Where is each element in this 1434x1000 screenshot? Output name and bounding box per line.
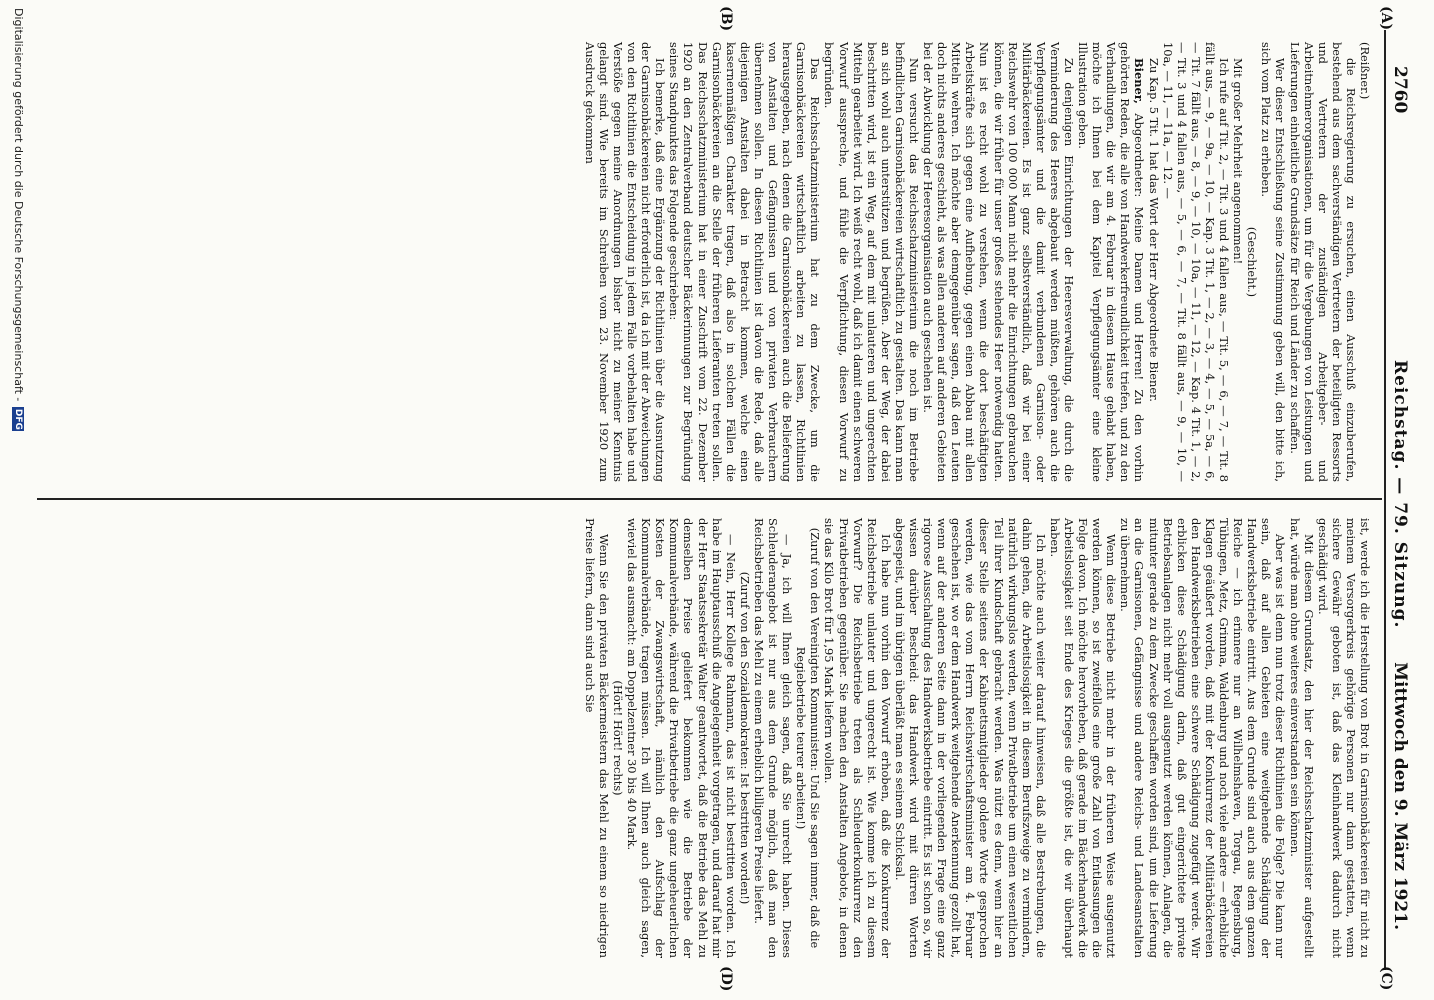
paragraph: — Nein, Herr Kollege Rahmann, das ist nicht bestritten worden. Ich habe im Hauptausschuß die Angelegenheit vorgetragen, und darauf hat mir der Herr Staatssekretär Walter geantwortet, daß die Betriebe das Mehl zu demselben Preise geliefert bekommen wie die Betriebe der Kommunalverbände, während die Privatbetriebe die ganz ungeheuerlichen Kosten der Zwangswirtschaft, nämlich den Aufschlag der Kommunalverbände, tragen müssen. Ich will Ihnen auch gleich sagen, wieviel das ausmacht: am Doppelzentner 30 bis 40 Mark. xyxy=(625,518,738,958)
margin-mark-d: (D) xyxy=(718,966,734,992)
paragraph: Wenn diese Betriebe nicht mehr in der früheren Weise ausgenutzt werden können, so ist zweifellos eine große Zahl von Entlassungen die Folge davon. Ich möchte hervorheben, daß gerade im Bäckerhandwerk die Arbeitslosigkeit seit Ende des Krieges die größte ist, die wir überhaupt haben. xyxy=(1047,518,1119,958)
digitization-footer xyxy=(6,0,28,1000)
paragraph: Wenn Sie den privaten Bäckermeistern das Mehl zu einem so niedrigen Preise liefern, dann sind auch Sie xyxy=(582,518,611,958)
paragraph: Mit diesem Grundsatz, den hier der Reichsschatzminister aufgestellt hat, würde man ohne weiteres einverstanden sein können. xyxy=(1287,518,1316,958)
speech-opening xyxy=(1076,42,1146,482)
quoted-paragraph: Ich bemerke, daß eine Ergänzung der Richtlinien über die Ausnutzung der Garnisonbäckereien nicht erforderlich ist, da ich mit der Abweichungen von den Richtlinien die Entscheidung in jedem Falle vorbehalten habe und Verstöße gegen meine Anordnungen bisher nicht zu meiner Kenntnis gelangt sind. Wie bereits im Schreiben vom 23. November 1920 zum Ausdruck gekommen xyxy=(582,42,668,482)
speaker-continuation: (Reißner.) xyxy=(1358,42,1372,100)
interjection: (Hört! Hört! rechts) xyxy=(611,680,626,796)
paragraph: die Reichsregierung zu ersuchen, einen Ausschuß einzuberufen, bestehend aus dem sachverständigen Vertretern der beteiligten Ressorts und Vertretern der zuständigen Arbeitgeber- und Arbeitnehmerorganisationen, um für die Vergebungen von Leistungen und Lieferungen einheitliche Grundsätze für Reich und Länder zu schaffen. xyxy=(1287,42,1358,482)
speaker-name: Biener, xyxy=(1132,58,1147,104)
paragraph: Wer dieser Entschließung seine Zustimmung geben will, den bitte ich, sich vom Platz zu erheben. xyxy=(1259,42,1288,482)
paragraph: Das Reichsschatzministerium hat zu dem Zwecke, um die Garnisonbäckereien wirtschaftlich arbeiten zu lassen, Richtlinien herausgegeben, nach denen die Garnisonbäckereien auch die Belieferung von Anstalten und Gefängnissen und von privaten Verbrauchern übernehmen sollen. In diesen Richtlinien ist davon die Rede, daß alle diejenigen Anstalten dabei in Betracht kommen, welche einen kasernenmäßigen Charakter tragen, daß also in solchen Fällen die Garnisonbäckereien an die Stelle der früheren Lieferanten treten sollen. Das Reichsschatzministerium hat in einer Zuschrift vom 22. Dezember 1920 an den Zentralverband deutscher Bäckerinnungen zur Begründung seines Standpunktes das Folgende geschrieben: xyxy=(667,42,823,482)
page-header xyxy=(1384,30,1412,970)
margin-mark-b: (B) xyxy=(718,6,734,32)
paragraph: — Ja, ich will Ihnen gleich sagen, daß Sie unrecht haben. Dieses Schleuderangebot ist nur aus dem Grunde möglich, daß man den Reichsbetrieben das Mehl zu einem erheblich billigeren Preise liefert. xyxy=(751,518,795,958)
speech-text: Abgeordneter: Meine Damen und Herren! Zu den vorhin gehörten Reden, die alle von Handwerkerfreundlichkeit triefen, und zu den Verhandlungen, die wir am 4. Februar in diesem Hause gehabt haben, möchte ich Ihnen bei dem Kapitel Verpflegungsämter eine kleine Illustration geben. xyxy=(1076,42,1147,483)
interjection: (Zuruf von den Sozialdemokraten: Ist bestritten worden!) xyxy=(737,571,752,905)
paragraph: Aber was ist denn nun trotz dieser Richtlinien die Folge? Die kann nur sein, daß auf allen Gebieten eine weitgehende Schädigung der Handwerksbetriebe eintritt. Aus dem Grunde sind auch aus dem ganzen Reiche — ich erinnere nur an Wilhelmshaven, Torgau, Regensburg, Tübingen, Metz, Grimma, Waldenburg und noch viele andere — erhebliche Klagen geäußert worden, daß mit der Konkurrenz der Militärbäckereien den Handwerksbetrieben eine schwere Schädigung zugefügt werde. Wir erblicken diese Schädigung darin, daß gut eingerichtete private Betriebsanlagen nicht mehr voll ausgenutzt werden können, Anlagen, die mitunter gerade zu dem Zwecke geschaffen worden sind, um die Lieferung an die Garnisonen, Gefängnisse und andere Reichs- und Landesanstalten zu übernehmen. xyxy=(1118,518,1288,958)
paragraph: Zu denjenigen Einrichtungen der Heeresverwaltung, die durch die Verminderung des Heeres abgebaut werden müßten, gehören auch die Verpflegungsämter und die damit verbundenen Garnison- oder Militärbäckereien. Es ist ganz selbstverständlich, daß wir bei einer Reichswehr von 100 000 Mann nicht mehr die Einrichtungen gebrauchen können, die wir früher für unser großes stehendes Heer notwendig hatten. Nun ist es recht wohl zu verstehen, wenn die dort beschäftigten Arbeitskräfte sich gegen eine Aufhebung, gegen einen Abbau mit allen Mitteln wehren. Ich möchte aber demgegenüber sagen, daß den Leuten doch nichts anderes geschieht, als was allen anderen auf anderen Gebieten bei der Abwicklung der Heeresorganisation auch geschehen ist. xyxy=(921,42,1077,482)
margin-mark-c: (C) xyxy=(1378,966,1394,991)
right-column xyxy=(583,518,1372,958)
paragraph: Nun versucht das Reichsschatzministerium die noch im Betriebe befindlichen Garnisonbäckereien wirtschaftlich zu gestalten. Das kann man an sich wohl auch unterstützen und begrüßen. Aber der Weg, der dabei beschritten wird, ist ein Weg, auf dem mit unlauteren und ungerechten Mitteln gearbeitet wird. Ich weiß recht wohl, daß ich damit einen schweren Vorwurf ausspreche, und fühle die Verpflichtung, diesen Vorwurf zu begründen. xyxy=(822,42,921,482)
funding-credit: Digitalisierung gefördert durch die Deutsche Forschungsgemeinschaft -DFG xyxy=(12,8,25,430)
paragraph: Ich rufe auf Tit. 2, — Tit. 3 und 4 fallen aus, — Tit. 5, — 6, — 7, — Tit. 8 fällt aus, — 9, — 9a, — 10, — Kap. 3 Tit. 1, — 2, — 3, — 4, — 5, — 5a, — 6, — Tit. 7 fällt aus, — 8, — 9, — 10, — 10a, — 11, — 12, — Kap. 4 Tit. 1, — 2, — Tit. 3 und 4 fallen aus, — 5, — 6, — 7, — Tit. 8 fällt aus, — 9, — 10, — 10a, — 11, — 11a, — 12. — xyxy=(1160,42,1232,482)
paragraph: Ich möchte auch weiter darauf hinweisen, daß alle Bestrebungen, die dahin gehen, die Arbeitslosigkeit in diesem Berufszweige zu vermindern, natürlich wirkungslos werden, wenn Privatbetriebe um einen wesentlichen Teil ihrer Kundschaft gebracht werden. Was nützt es denn, wenn hier an dieser Stelle seitens der Kabinettsmitglieder goldene Worte gesprochen werden, wie das vom Herrn Reichswirtschaftsminister am 4. Februar geschehen ist, wo er dem Handwerk weitgehende Anerkennung gezollt hat, wenn auf der anderen Seite dann in der vorliegenden Frage eine ganz rigorose Ausschaltung des Handwerksbetriebe eintritt. Es ist schon so, wir wissen darüber Bescheid: das Handwerk wird mit dürren Worten abgespeist, und im übrigen überläßt man es seinem Schicksal. xyxy=(892,518,1048,958)
page-date: Mittwoch den 9. März 1921. xyxy=(1390,662,1410,930)
paragraph: Mit großer Mehrheit angenommen! xyxy=(1231,58,1246,265)
left-column xyxy=(583,42,1372,482)
margin-mark-a: (A) xyxy=(1378,6,1394,31)
paragraph: Ich habe nun vorhin den Vorwurf erhoben, daß die Konkurrenz der Reichsbetriebe unlauter und ungerecht ist. Wie komme ich zu diesem Vorwurf? Die Reichsbetriebe treten als Schleuderkonkurrenz den Privatbetrieben gegenüber. Sie machen den Anstalten Angebote, in denen sie das Kilo Brot für 1,95 Mark liefern wollen. xyxy=(822,518,893,958)
page-title: Reichstag. — 79. Sitzung. xyxy=(1390,360,1410,629)
column-divider xyxy=(37,498,1382,500)
page-number: 2760 xyxy=(1390,66,1410,114)
dfg-logo-icon: DFG xyxy=(13,408,23,430)
interjection: (Zuruf von den Vereinigten Kommunisten: Und Sie sagen immer, daß die Regiebetriebe teurer arbeiten!) xyxy=(794,527,823,949)
stage-direction: (Geschieht.) xyxy=(1245,226,1260,298)
paragraph: Zu Kap. 5 Tit. 1 hat das Wort der Herr Abgeordnete Biener. xyxy=(1146,58,1161,402)
quoted-paragraph: ist, werde ich die Herstellung von Brot in Garnisonbäckereien für nicht zu meinem Versorgerkreis gehörige Personen nur dann gestatten, wenn sichere Gewähr geboten ist, daß das Kleinhandwerk dadurch nicht geschädigt wird. xyxy=(1315,518,1372,958)
